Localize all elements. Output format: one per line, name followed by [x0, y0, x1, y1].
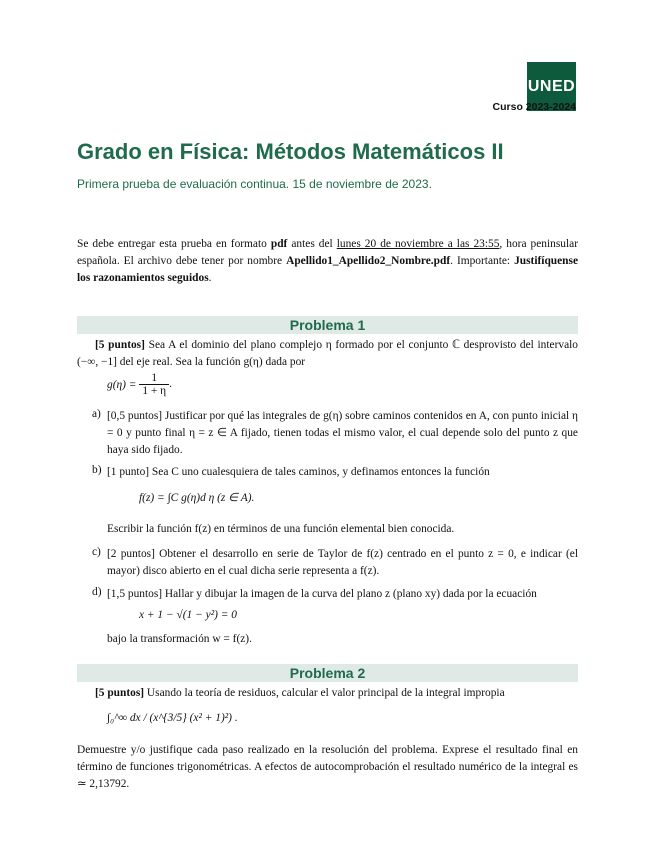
problem-2-heading: Problema 2: [77, 664, 578, 682]
problem-2-closing: Demuestre y/o justifique cada paso realizado en la resolución del problema. Exprese el resultado final en término de funciones trigonométricas. A efectos de autocomprobación el resultado numérico de la integral es ≃ 2,13792.: [77, 744, 578, 790]
item-d-label: d): [92, 586, 102, 598]
item-b-text: [1 punto] Sea C uno cualesquiera de tales caminos, y definamos entonces la función: [107, 466, 490, 478]
item-c-label: c): [92, 546, 101, 558]
problem-1-formula: g(η) = $\frac{1}{1 + \eta}$ .: [107, 372, 172, 397]
item-d-text: [1,5 puntos] Hallar y dibujar la imagen de la curva del plano z (plano xy) dada por la ecuación: [107, 588, 537, 600]
problem-2-statement: [5 puntos] Usando la teoría de residuos, calcular el valor principal de la integral impropia: [95, 687, 505, 699]
problem-2-integral: ∫₀^∞ dx / (x^{3/5} (x² + 1)²) .: [107, 712, 238, 724]
page-subtitle: Primera prueba de evaluación continua. 15 de noviembre de 2023.: [77, 177, 432, 191]
item-b-label: b): [92, 464, 102, 476]
item-b-after: Escribir la función f(z) en términos de una función elemental bien conocida.: [107, 523, 455, 535]
item-b-formula: f(z) = ∫C g(η)d η (z ∈ A).: [139, 492, 255, 504]
deadline: lunes 20 de noviembre a las 23:55: [336, 238, 500, 250]
course-year: Curso 2023-2024: [492, 101, 576, 113]
item-c-text: [2 puntos] Obtener el desarrollo en serie de Taylor de f(z) centrado en el punto z = 0, e indicar (el mayor) disco abierto en el cual dicha serie representa a f(z).: [107, 548, 578, 577]
problem-1-heading: Problema 1: [77, 316, 578, 334]
item-d-formula: x + 1 − √(1 − y²) = 0: [139, 609, 237, 621]
page-title: Grado en Física: Métodos Matemáticos II: [77, 139, 504, 164]
item-a-label: a): [92, 408, 101, 420]
filename: Apellido1_Apellido2_Nombre.pdf: [286, 255, 451, 267]
uned-logo: UNED: [527, 62, 576, 111]
item-a-text: [0,5 puntos] Justificar por qué las integrales de g(η) sobre caminos contenidos en A, con punto inicial η = 0 y punto final η = z ∈ A fijado, tienen todas el mismo valor, el cual depende solo del punto z que haya sido fijado.: [107, 410, 578, 456]
item-d-after: bajo la transformación w = f(z).: [107, 633, 252, 645]
problem-1-statement: [5 puntos] Sea A el dominio del plano complejo η formado por el conjunto ℂ desprovisto del intervalo (−∞, −1] del eje real. Sea la función g(η) dada por: [77, 339, 579, 368]
intro-paragraph: Se debe entregar esta prueba en formato pdf antes del lunes 20 de noviembre a las 23:55, hora peninsular española. El archivo debe tener por nombre Apellido1_Apellido2_Nombre.pdf. Importante: Justifíquense los razonamientos seguidos.: [77, 238, 579, 284]
